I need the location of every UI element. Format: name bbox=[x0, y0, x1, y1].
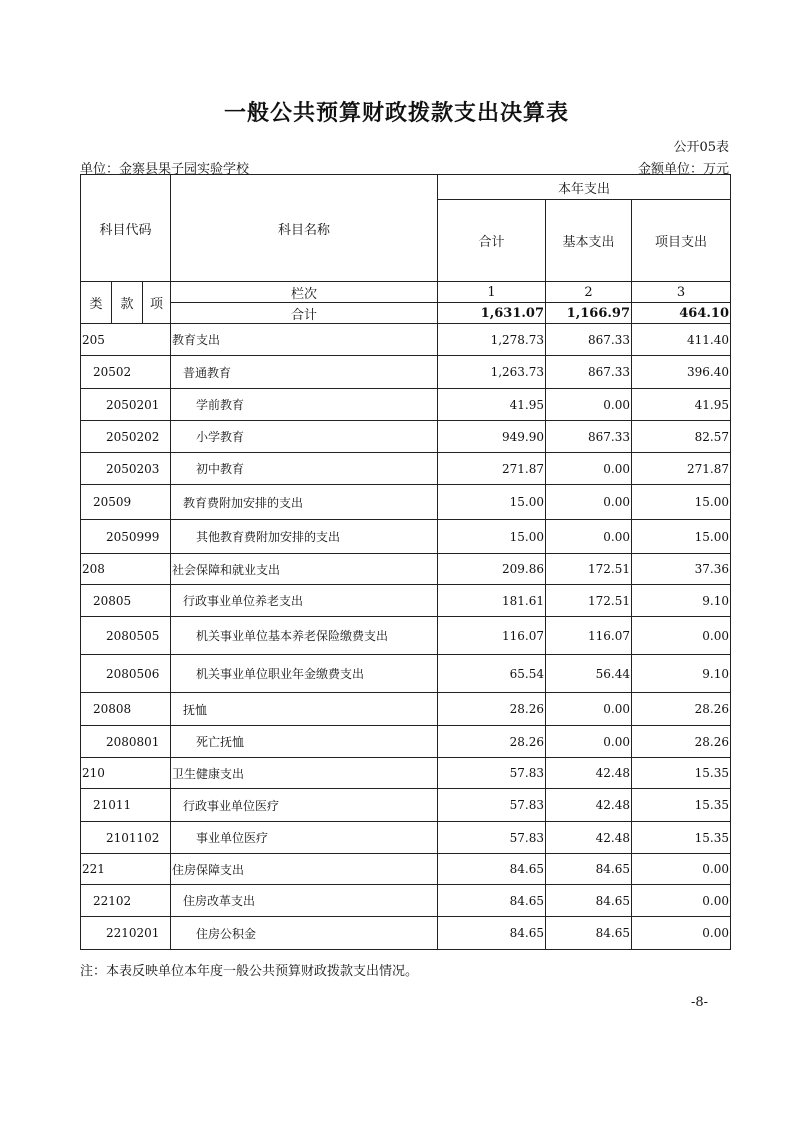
row-basic: 84.65 bbox=[546, 885, 632, 917]
row-total: 41.95 bbox=[438, 389, 546, 421]
table-row bbox=[81, 389, 731, 421]
table-row bbox=[81, 617, 731, 655]
row-project: 0.00 bbox=[632, 885, 731, 917]
table-row bbox=[81, 885, 731, 917]
row-basic: 867.33 bbox=[546, 421, 632, 453]
row-name: 普通教育 bbox=[171, 356, 438, 389]
row-name: 机关事业单位基本养老保险缴费支出 bbox=[171, 617, 438, 655]
table-row bbox=[81, 485, 731, 520]
row-name: 社会保障和就业支出 bbox=[171, 554, 438, 585]
row-name: 死亡抚恤 bbox=[171, 726, 438, 758]
table-row bbox=[81, 520, 731, 554]
row-total: 84.65 bbox=[438, 854, 546, 885]
table-row bbox=[81, 585, 731, 617]
row-project: 15.35 bbox=[632, 758, 731, 789]
row-code: 2210201 bbox=[81, 917, 171, 950]
table-row bbox=[81, 324, 731, 356]
row-total: 65.54 bbox=[438, 655, 546, 693]
row-basic: 0.00 bbox=[546, 693, 632, 726]
row-code: 2050999 bbox=[81, 520, 171, 554]
row-code: 21011 bbox=[81, 789, 171, 822]
row-project: 0.00 bbox=[632, 617, 731, 655]
row-basic: 42.48 bbox=[546, 789, 632, 822]
row-code: 20805 bbox=[81, 585, 171, 617]
row-name: 卫生健康支出 bbox=[171, 758, 438, 789]
row-basic: 84.65 bbox=[546, 854, 632, 885]
header-year-expense: 本年支出 bbox=[438, 175, 731, 200]
row-total: 15.00 bbox=[438, 520, 546, 554]
row-total: 57.83 bbox=[438, 822, 546, 854]
row-total: 28.26 bbox=[438, 693, 546, 726]
row-basic: 56.44 bbox=[546, 655, 632, 693]
row-code: 2050201 bbox=[81, 389, 171, 421]
row-code: 2050203 bbox=[81, 453, 171, 485]
table-row bbox=[81, 421, 731, 453]
row-basic: 172.51 bbox=[546, 554, 632, 585]
header-lei: 类 bbox=[81, 282, 112, 324]
row-code: 22102 bbox=[81, 885, 171, 917]
row-project: 271.87 bbox=[632, 453, 731, 485]
table-row bbox=[81, 822, 731, 854]
row-name: 学前教育 bbox=[171, 389, 438, 421]
row-name: 住房改革支出 bbox=[171, 885, 438, 917]
row-basic: 172.51 bbox=[546, 585, 632, 617]
row-total: 116.07 bbox=[438, 617, 546, 655]
row-project: 82.57 bbox=[632, 421, 731, 453]
page-number: -8- bbox=[690, 995, 708, 1010]
row-code: 205 bbox=[81, 324, 171, 356]
row-project: 15.00 bbox=[632, 485, 731, 520]
row-basic: 0.00 bbox=[546, 485, 632, 520]
footnote: 注：本表反映单位本年度一般公共预算财政拨款支出情况。 bbox=[80, 964, 419, 979]
header-col1: 1 bbox=[438, 282, 546, 303]
row-code: 20509 bbox=[81, 485, 171, 520]
header-basic: 基本支出 bbox=[546, 200, 632, 282]
row-total: 181.61 bbox=[438, 585, 546, 617]
table-body bbox=[81, 324, 731, 950]
row-project: 15.00 bbox=[632, 520, 731, 554]
row-name: 抚恤 bbox=[171, 693, 438, 726]
row-project: 15.35 bbox=[632, 822, 731, 854]
row-code: 2101102 bbox=[81, 822, 171, 854]
row-total: 1,278.73 bbox=[438, 324, 546, 356]
row-basic: 867.33 bbox=[546, 324, 632, 356]
row-project: 0.00 bbox=[632, 917, 731, 950]
row-total: 57.83 bbox=[438, 758, 546, 789]
row-code: 2080801 bbox=[81, 726, 171, 758]
row-project: 37.36 bbox=[632, 554, 731, 585]
row-code: 20502 bbox=[81, 356, 171, 389]
header-col3: 3 bbox=[632, 282, 731, 303]
table-row bbox=[81, 726, 731, 758]
row-project: 411.40 bbox=[632, 324, 731, 356]
row-basic: 116.07 bbox=[546, 617, 632, 655]
table-row bbox=[81, 655, 731, 693]
table-row bbox=[81, 693, 731, 726]
sum-total: 1,631.07 bbox=[438, 303, 546, 324]
table-row bbox=[81, 554, 731, 585]
row-basic: 0.00 bbox=[546, 726, 632, 758]
row-project: 41.95 bbox=[632, 389, 731, 421]
row-name: 机关事业单位职业年金缴费支出 bbox=[171, 655, 438, 693]
expense-table bbox=[80, 174, 731, 950]
row-basic: 84.65 bbox=[546, 917, 632, 950]
row-basic: 867.33 bbox=[546, 356, 632, 389]
amount-unit-label: 金额单位：万元 bbox=[637, 162, 729, 177]
row-basic: 0.00 bbox=[546, 453, 632, 485]
row-project: 9.10 bbox=[632, 655, 731, 693]
page-title: 一般公共预算财政拨款支出决算表 bbox=[223, 100, 569, 126]
row-name: 住房保障支出 bbox=[171, 854, 438, 885]
header-project: 项目支出 bbox=[632, 200, 731, 282]
row-name: 行政事业单位养老支出 bbox=[171, 585, 438, 617]
table-row bbox=[81, 356, 731, 389]
row-basic: 0.00 bbox=[546, 389, 632, 421]
header-kuan: 款 bbox=[112, 282, 143, 324]
table-row bbox=[81, 789, 731, 822]
row-total: 271.87 bbox=[438, 453, 546, 485]
table-row bbox=[81, 917, 731, 950]
row-total: 84.65 bbox=[438, 885, 546, 917]
table-row bbox=[81, 453, 731, 485]
row-code: 2080506 bbox=[81, 655, 171, 693]
sum-project: 464.10 bbox=[632, 303, 731, 324]
row-name: 其他教育费附加安排的支出 bbox=[171, 520, 438, 554]
row-name: 事业单位医疗 bbox=[171, 822, 438, 854]
row-name: 行政事业单位医疗 bbox=[171, 789, 438, 822]
header-col2: 2 bbox=[546, 282, 632, 303]
row-name: 初中教育 bbox=[171, 453, 438, 485]
row-code: 208 bbox=[81, 554, 171, 585]
row-basic: 42.48 bbox=[546, 758, 632, 789]
row-total: 57.83 bbox=[438, 789, 546, 822]
row-project: 396.40 bbox=[632, 356, 731, 389]
header-subject-name: 科目名称 bbox=[171, 175, 438, 282]
row-project: 28.26 bbox=[632, 726, 731, 758]
row-name: 教育费附加安排的支出 bbox=[171, 485, 438, 520]
row-project: 9.10 bbox=[632, 585, 731, 617]
row-name: 教育支出 bbox=[171, 324, 438, 356]
row-name: 小学教育 bbox=[171, 421, 438, 453]
row-total: 28.26 bbox=[438, 726, 546, 758]
sum-label: 合计 bbox=[171, 303, 438, 324]
header-total: 合计 bbox=[438, 200, 546, 282]
row-total: 84.65 bbox=[438, 917, 546, 950]
row-code: 2050202 bbox=[81, 421, 171, 453]
row-total: 1,263.73 bbox=[438, 356, 546, 389]
table-row bbox=[81, 854, 731, 885]
sum-basic: 1,166.97 bbox=[546, 303, 632, 324]
row-basic: 42.48 bbox=[546, 822, 632, 854]
row-project: 28.26 bbox=[632, 693, 731, 726]
row-code: 2080505 bbox=[81, 617, 171, 655]
row-project: 15.35 bbox=[632, 789, 731, 822]
header-xiang: 项 bbox=[143, 282, 171, 324]
row-total: 209.86 bbox=[438, 554, 546, 585]
row-basic: 0.00 bbox=[546, 520, 632, 554]
header-lanci: 栏次 bbox=[171, 282, 438, 303]
row-code: 221 bbox=[81, 854, 171, 885]
form-number: 公开05表 bbox=[673, 140, 729, 155]
table-row bbox=[81, 758, 731, 789]
header-subject-code: 科目代码 bbox=[81, 175, 171, 282]
row-code: 20808 bbox=[81, 693, 171, 726]
row-code: 210 bbox=[81, 758, 171, 789]
row-project: 0.00 bbox=[632, 854, 731, 885]
row-total: 949.90 bbox=[438, 421, 546, 453]
unit-label: 单位：金寨县果子园实验学校 bbox=[80, 162, 250, 177]
row-name: 住房公积金 bbox=[171, 917, 438, 950]
row-total: 15.00 bbox=[438, 485, 546, 520]
